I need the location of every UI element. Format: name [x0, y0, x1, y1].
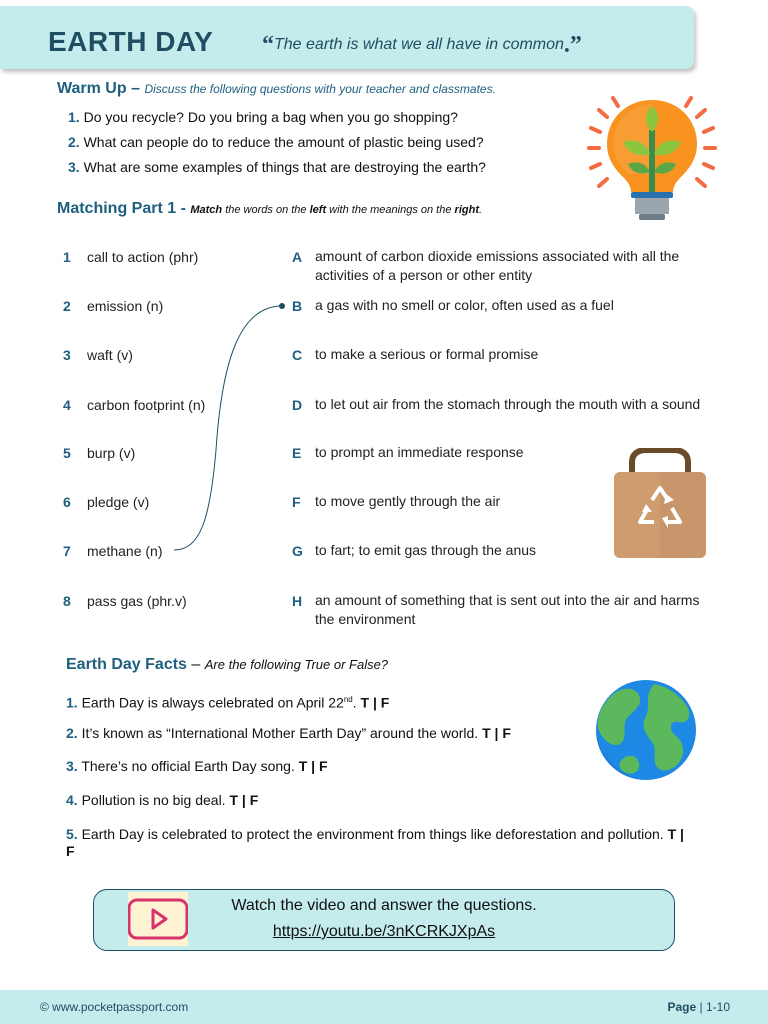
question-number: 2. [68, 134, 80, 150]
definition-text: amount of carbon dioxide emissions associated with all the activities of a person or other entity [315, 248, 680, 283]
definition-letter: G [292, 543, 303, 559]
question-text: Do you recycle? Do you bring a bag when you go shopping? [83, 109, 458, 125]
definition-letter: C [292, 347, 303, 363]
fact-text: It’s known as “International Mother Earth Day” around the world. [81, 725, 479, 741]
warmup-question [68, 159, 486, 175]
quote-close-mark: .” [563, 32, 582, 58]
warmup-question [68, 134, 484, 150]
question-number: 1. [68, 109, 80, 125]
fact-text: Earth Day is always celebrated on April 22 [81, 694, 344, 711]
quote-text: The earth is what we all have in common [274, 36, 564, 53]
footer-page-label: Page [667, 1000, 697, 1014]
definition-letter: D [292, 397, 303, 413]
definition-letter: F [292, 494, 301, 510]
term-text: burp (v) [87, 445, 136, 461]
instr-left: left [309, 204, 327, 216]
true-false-choice[interactable]: T | F [66, 826, 684, 859]
warmup-subtitle: Discuss the following questions with your teacher and classmates. [144, 82, 496, 96]
term-number: 8 [63, 593, 71, 609]
fact-number: 4. [66, 792, 78, 808]
matching-instructions [190, 204, 482, 216]
definition-letter: A [292, 249, 303, 265]
definition-text: to make a serious or formal promise [315, 346, 539, 362]
definition-letter: H [292, 593, 303, 609]
term-text: call to action (phr) [87, 249, 199, 265]
true-false-choice[interactable]: T | F [360, 694, 390, 711]
instr-part: the words on the [225, 204, 307, 216]
term-number: 6 [63, 494, 71, 510]
header-quote [262, 32, 582, 59]
globe-icon [592, 678, 700, 782]
definition-text: to move gently through the air [315, 493, 501, 509]
term-number: 4 [63, 397, 71, 413]
instr-period: . [479, 204, 483, 216]
quote-open-mark: “ [262, 32, 274, 58]
term-text: methane (n) [87, 543, 163, 559]
facts-dash: – [191, 656, 201, 673]
footer-page-info [667, 1000, 730, 1014]
term-number: 1 [63, 249, 71, 265]
instr-right: right [454, 204, 479, 216]
definition-text: to prompt an immediate response [315, 444, 524, 460]
facts-title: Earth Day Facts [66, 656, 187, 673]
video-instruction: Watch the video and answer the questions. [231, 897, 537, 914]
fact-number: 1. [66, 694, 78, 711]
fact-text: Pollution is no big deal. [81, 792, 226, 808]
footer-copyright: © www.pocketpassport.com [40, 1000, 189, 1014]
term-text: waft (v) [87, 347, 133, 363]
fact-item [66, 826, 686, 860]
fact-number: 2. [66, 725, 78, 741]
example-match-line [170, 300, 290, 560]
definition-text: to fart; to emit gas through the anus [315, 542, 537, 558]
definition-text: an amount of something that is sent out into the air and harms the environment [315, 592, 700, 627]
warmup-title: Warm Up – [57, 80, 140, 97]
footer-page-number: 1-10 [705, 1000, 730, 1014]
warmup-heading [57, 80, 496, 98]
video-link[interactable]: https://youtu.be/3nKCRKJXpAs [272, 923, 496, 940]
definition-text: to let out air from the stomach through the mouth with a sound [315, 396, 701, 412]
true-false-choice[interactable]: T | F [482, 725, 511, 741]
instr-match: Match [190, 204, 223, 216]
video-box [93, 889, 675, 951]
warmup-question [68, 109, 458, 125]
recycle-bag-icon [612, 448, 708, 560]
term-text: carbon footprint (n) [87, 397, 206, 413]
term-number: 3 [63, 347, 71, 363]
question-number: 3. [68, 159, 80, 175]
facts-heading [66, 656, 388, 674]
footer-page-sep: | [699, 1000, 703, 1014]
fact-sup: nd [343, 695, 353, 704]
question-text: What are some examples of things that are destroying the earth? [83, 159, 486, 175]
matching-title: Matching Part 1 - [57, 200, 186, 217]
term-number: 7 [63, 543, 71, 559]
page-title: EARTH DAY [48, 26, 214, 57]
footer [0, 990, 768, 1024]
fact-number: 5. [66, 826, 78, 842]
instr-part: with the meanings on the [329, 204, 452, 216]
term-text: pledge (v) [87, 494, 150, 510]
lightbulb-plant-icon [583, 92, 721, 226]
fact-text: Earth Day is celebrated to protect the environment from things like deforestation and pollution. [81, 826, 664, 842]
term-number: 2 [63, 298, 71, 314]
term-number: 5 [63, 445, 71, 461]
definition-text: a gas with no smell or color, often used as a fuel [315, 297, 614, 313]
definition-letter: B [292, 298, 303, 314]
term-text: emission (n) [87, 298, 164, 314]
fact-item [66, 792, 686, 809]
question-text: What can people do to reduce the amount of plastic being used? [83, 134, 484, 150]
fact-text-end: . [352, 694, 357, 711]
true-false-choice[interactable]: T | F [229, 792, 259, 808]
header-banner [0, 6, 694, 69]
term-text: pass gas (phr.v) [87, 593, 187, 609]
true-false-choice[interactable]: T | F [298, 758, 328, 774]
facts-subtitle: Are the following True or False? [204, 657, 389, 672]
matching-heading [57, 200, 482, 218]
definition-letter: E [292, 445, 302, 461]
fact-text: There’s no official Earth Day song. [81, 758, 295, 774]
fact-number: 3. [66, 758, 78, 774]
